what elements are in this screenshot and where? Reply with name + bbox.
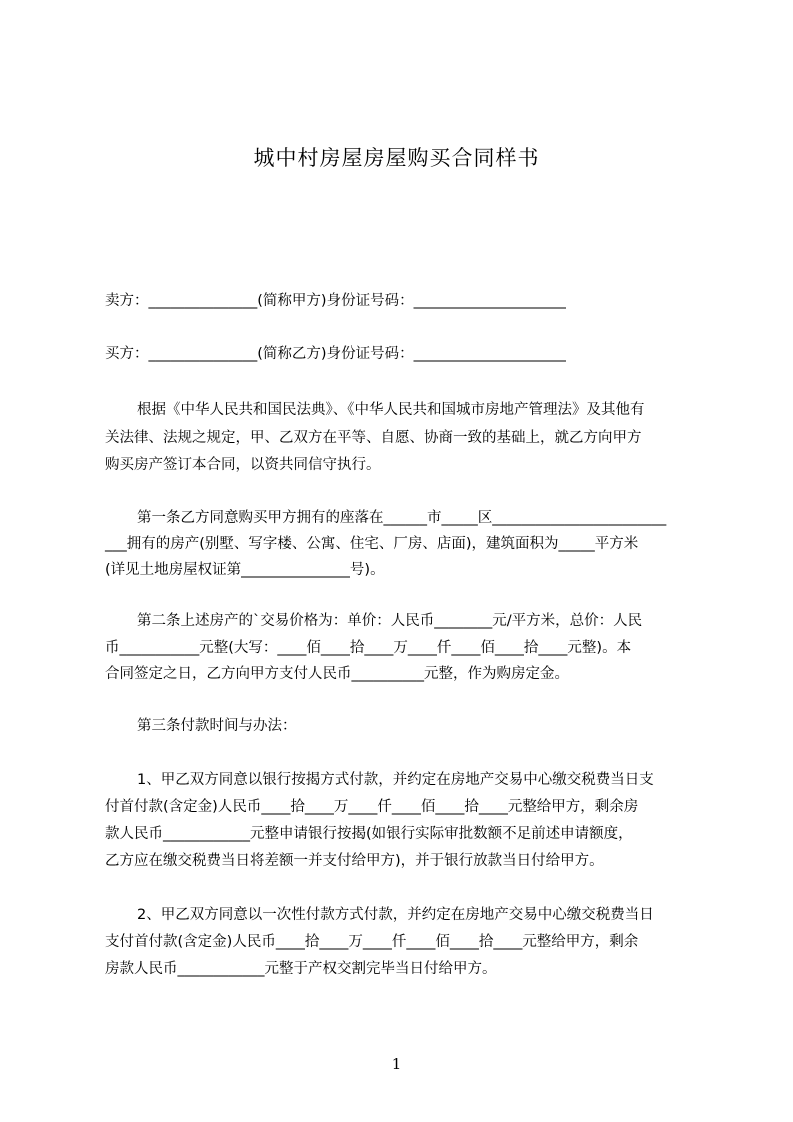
article1-line-1: [105, 505, 705, 531]
article3-heading-text: 第三条付款时间与办法：: [137, 718, 297, 734]
clause2-line-2: 支付首付款(含定金)人民币____拾____万____仟____佰____拾____元整给甲方，剩余: [105, 934, 639, 950]
clause2-line-1: [105, 902, 705, 928]
clause1-line-2: 付首付款(含定金)人民币____拾____万____仟____佰____拾____元整给甲方，剩余房: [105, 799, 639, 815]
clause1-line-3: 款人民币____________元整申请银行按揭(如银行实际审批数额不足前述申请额度，: [105, 826, 633, 842]
article2-line-3: 合同签定之日，乙方向甲方支付人民币__________元整，作为购房定金。: [105, 666, 569, 682]
page-number: 1: [391, 1055, 402, 1073]
clause1-text-1: 1、甲乙双方同意以银行按揭方式付款，并约定在房地产交易中心缴交税费当日支: [137, 772, 654, 788]
article1-text-1: 第一条乙方同意购买甲方拥有的座落在______市_____区________________________: [137, 510, 667, 526]
buyer-line: 买方：_______________(简称乙方)身份证号码：_____________________: [105, 346, 566, 362]
preamble-text-1: 根据《中华人民共和国民法典》、《中华人民共和国城市房地产管理法》及其他有: [137, 402, 645, 418]
preamble-line-2: 关法律、法规之规定，甲、乙双方在平等、自愿、协商一致的基础上，就乙方向甲方: [105, 430, 642, 446]
article2-text-1: 第二条上述房产的`交易价格为：单价：人民币________元/平方米，总价：人民: [137, 613, 643, 629]
article3-heading: [105, 713, 705, 739]
article1-line-3: (详见土地房屋权证第_______________号)。: [105, 562, 385, 578]
preamble-line-3: 购买房产签订本合同，以资共同信守执行。: [105, 457, 381, 473]
clause2-line-3: 房款人民币____________元整于产权交割完毕当日付给甲方。: [105, 961, 497, 977]
preamble-line-1: [105, 397, 705, 423]
document-title: 城中村房屋房屋购买合同样书: [253, 146, 540, 170]
article1-line-2: ___拥有的房产(别墅、写字楼、公寓、住宅、厂房、店面)，建筑面积为_____平方米: [105, 536, 639, 552]
seller-line: 卖方：_______________(简称甲方)身份证号码：_____________________: [105, 293, 566, 309]
clause2-text-1: 2、甲乙双方同意以一次性付款方式付款，并约定在房地产交易中心缴交税费当日: [137, 907, 654, 923]
article2-line-2: 币___________元整(大写：____佰____拾____万____仟____佰____拾____元整)。本: [105, 640, 632, 656]
clause1-line-1: [105, 767, 705, 793]
clause1-line-4: 乙方应在缴交税费当日将差额一并支付给甲方)，并于银行放款当日付给甲方。: [105, 853, 604, 869]
article2-line-1: [105, 608, 705, 634]
